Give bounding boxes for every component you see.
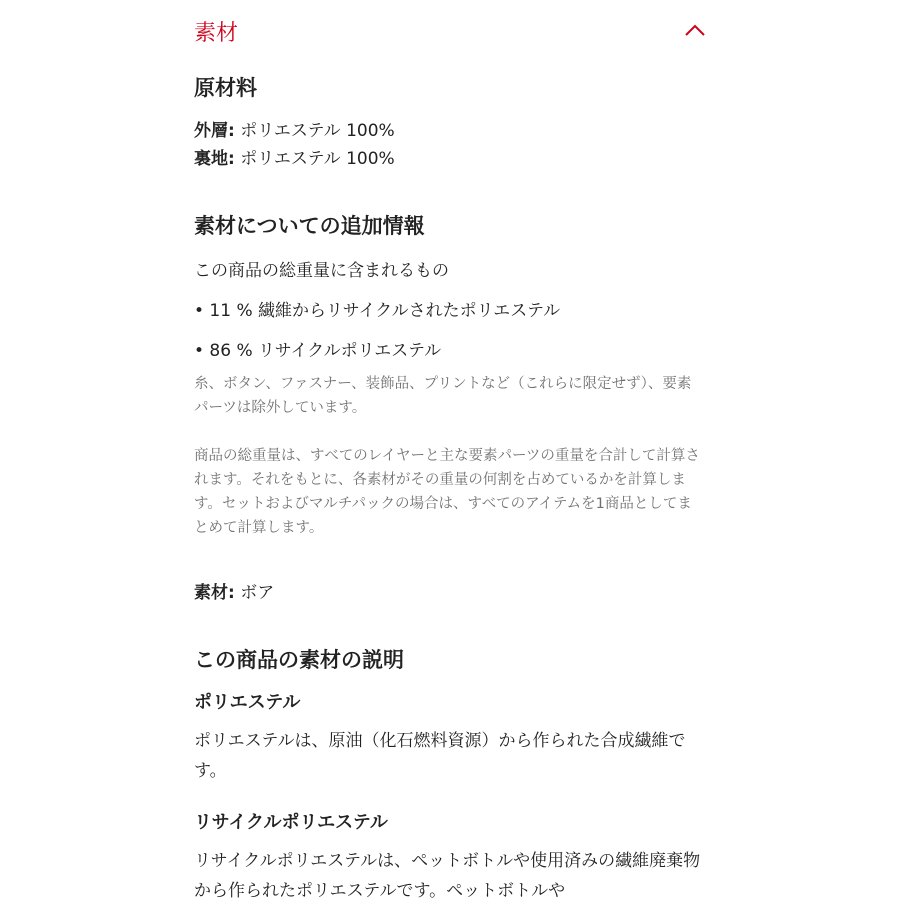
material-type-row <box>194 578 274 603</box>
recycled-polyester-title: リサイクルポリエステル <box>194 812 388 833</box>
chevron-up-icon[interactable] <box>684 22 706 38</box>
material-row-label: 裏地: <box>194 149 235 169</box>
material-type-value: ボア <box>234 583 275 603</box>
material-type-label: 素材: <box>194 583 235 603</box>
composition-bullet: • 86 % リサイクルポリエステル <box>194 341 442 361</box>
material-row-value: ポリエステル 100% <box>234 121 395 141</box>
recycled-polyester-text: リサイクルポリエステルは、ペットボトルや使用済みの繊維廃棄物から作られたポリエステルです。ペットボトルや <box>194 851 701 900</box>
polyester-text: ポリエステルは、原油（化石燃料資源）から作られた合成繊維です。 <box>194 731 686 781</box>
weight-calculation-note: 商品の総重量は、すべてのレイヤーと主な要素パーツの重量を合計して計算されます。それをもとに、各素材がその重量の何割を占めているかを計算します。セットおよびマルチパックの場合は、すべてのアイテムを1商品としてまとめて計算します。 <box>194 448 700 536</box>
material-description-heading: この商品の素材の説明 <box>194 648 404 672</box>
exclusion-note: 糸、ボタン、ファスナー、装飾品、プリントなど（これらに限定せず）、要素パーツは除外しています。 <box>194 376 692 416</box>
material-section-toggle[interactable] <box>194 14 714 50</box>
material-row-value: ポリエステル 100% <box>234 149 395 169</box>
additional-info-heading: 素材についての追加情報 <box>194 214 425 238</box>
additional-info-intro: この商品の総重量に含まれるもの <box>194 261 449 281</box>
material-row-outer <box>194 116 395 141</box>
section-title: 素材 <box>194 21 239 46</box>
material-row-lining <box>194 144 395 169</box>
composition-bullet: • 11 % 繊維からリサイクルされたポリエステル <box>194 301 561 321</box>
material-row-label: 外層: <box>194 121 235 141</box>
raw-materials-heading: 原材料 <box>194 76 257 100</box>
polyester-title: ポリエステル <box>194 692 301 713</box>
